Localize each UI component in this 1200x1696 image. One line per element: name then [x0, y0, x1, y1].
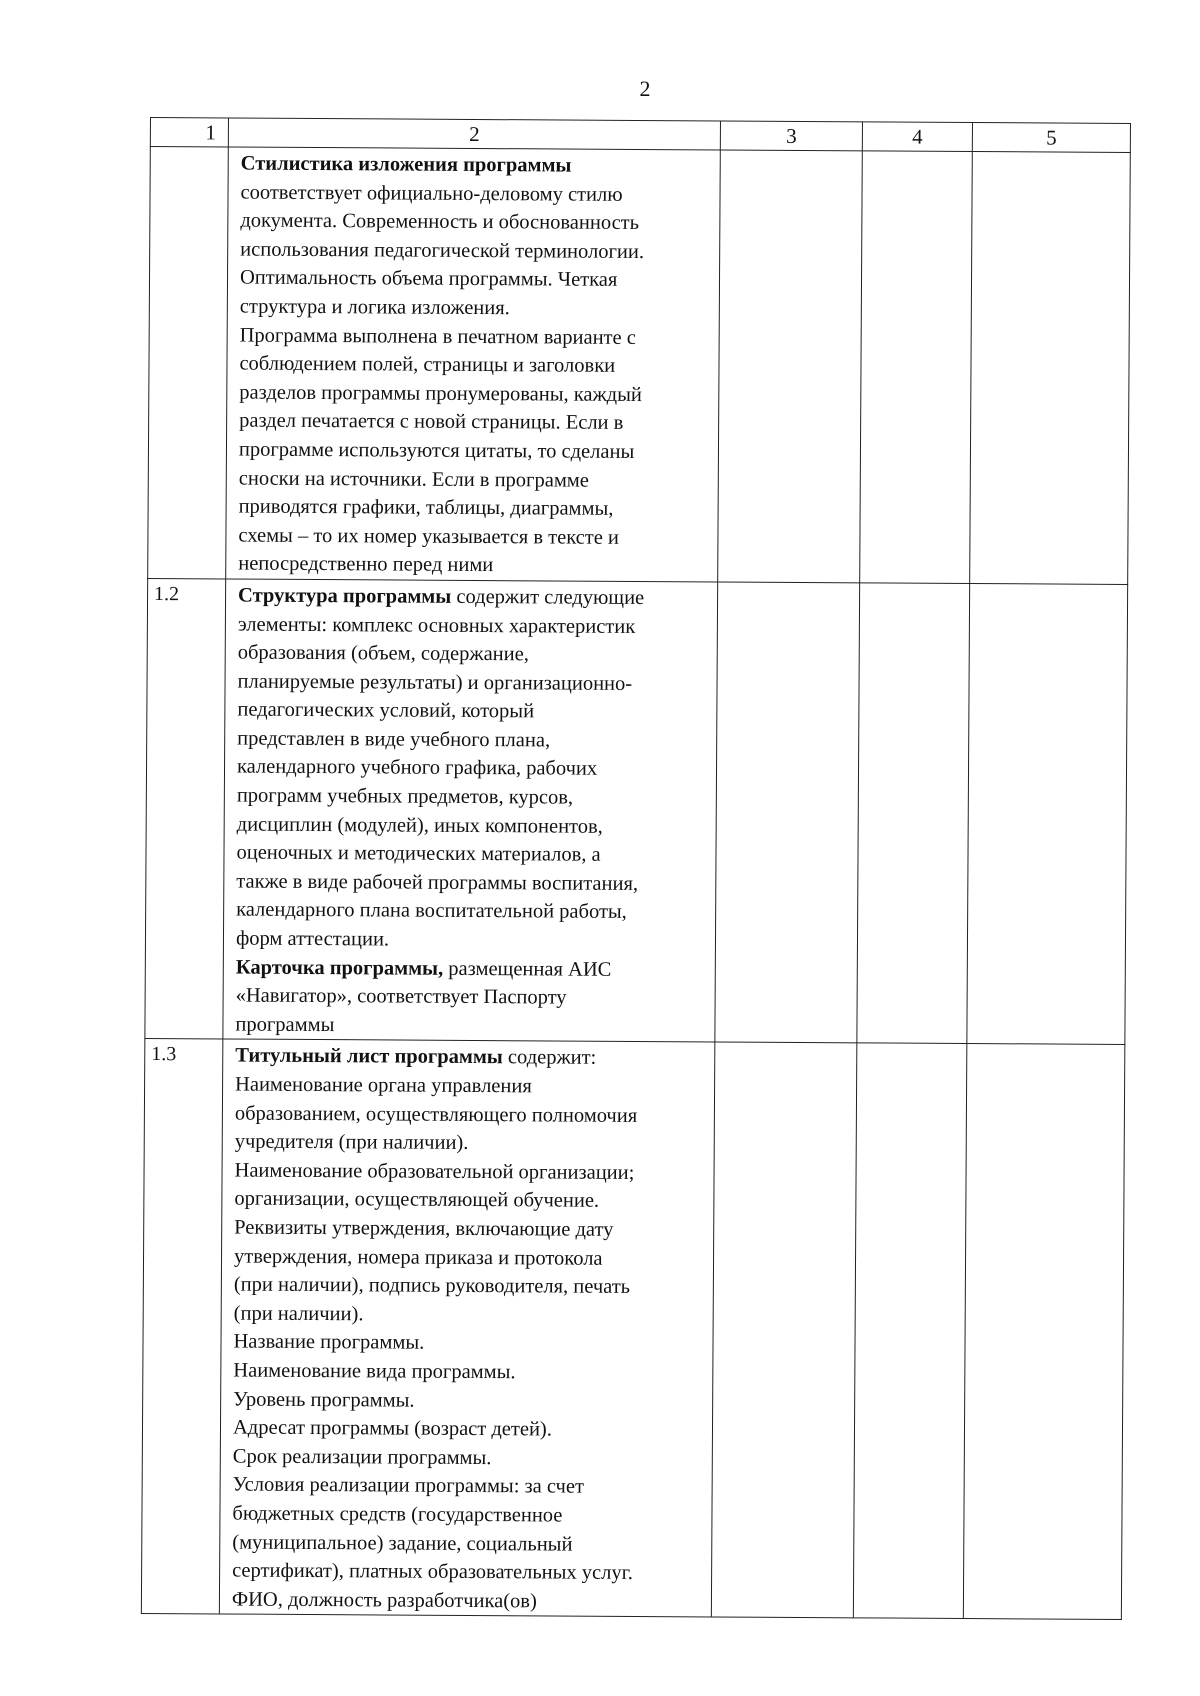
text-line — [238, 521, 711, 552]
text-line — [237, 724, 710, 755]
text-line — [237, 753, 710, 784]
bold-term: Титульный лист программы — [235, 1044, 503, 1069]
text-line — [236, 896, 709, 927]
row-number: 1.3 — [141, 1039, 223, 1614]
text-line — [238, 639, 711, 670]
text-segment: календарного плана воспитательной работы, — [236, 898, 627, 924]
text-line — [236, 982, 709, 1013]
text-line — [237, 696, 710, 727]
score-col-4 — [853, 1043, 967, 1619]
text-segment: непосредственно перед ними — [238, 552, 494, 577]
text-line — [236, 867, 709, 898]
text-segment: Оптимальность объема программы. Четкая — [239, 266, 618, 292]
text-segment: «Навигатор», соответствует Паспорту — [235, 984, 567, 1009]
score-col-3 — [711, 1042, 857, 1618]
text-segment: форм аттестации. — [235, 927, 390, 951]
text-line — [236, 925, 709, 956]
text-segment: соблюдением полей, страницы и заголовки — [239, 352, 616, 378]
text-segment: планируемые результаты) и организационно- — [237, 670, 633, 695]
text-segment: представлен в виде учебного плана, — [237, 727, 551, 752]
text-line — [240, 235, 713, 266]
text-line — [234, 1299, 707, 1330]
text-segment: утверждения, номера приказа и протокола — [233, 1245, 603, 1270]
score-col-3 — [715, 582, 860, 1043]
text-line — [233, 1414, 706, 1445]
text-segment: (при наличии), подпись руководителя, печать — [233, 1273, 631, 1299]
text-segment: бюджетных средств (государственное — [232, 1502, 563, 1527]
text-line — [232, 1557, 705, 1588]
header-col-4: 4 — [862, 122, 972, 152]
text-line — [238, 581, 711, 612]
text-segment: программе используются цитаты, то сделаны — [238, 438, 635, 463]
text-segment: документа. Современность и обоснованность — [240, 209, 640, 235]
text-segment: разделов программы пронумерованы, каждый — [239, 381, 642, 406]
score-col-4 — [857, 583, 970, 1044]
text-segment: учредителя (при наличии). — [234, 1130, 469, 1155]
text-segment: образованием, осуществляющего полномочия — [234, 1102, 638, 1127]
criteria-table — [141, 117, 1131, 1620]
text-segment: раздел печатается с новой страницы. Если в — [239, 409, 624, 435]
header-col-2: 2 — [228, 118, 720, 150]
text-segment: образования (объем, содержание, — [237, 641, 529, 666]
score-col-4 — [860, 151, 973, 584]
text-segment: программы — [235, 1013, 335, 1036]
text-line — [233, 1442, 706, 1473]
text-segment: (при наличии). — [233, 1302, 364, 1326]
text-line — [238, 610, 711, 641]
table-body — [141, 147, 1130, 1620]
text-segment: педагогических условий, который — [237, 698, 535, 723]
text-line — [237, 782, 710, 813]
text-line — [238, 550, 711, 581]
score-col-5 — [970, 152, 1131, 585]
text-segment: приводятся графики, таблицы, диаграммы, — [238, 495, 614, 520]
text-segment: Адресат программы (возраст детей). — [232, 1416, 552, 1441]
text-line — [235, 1128, 708, 1159]
text-line — [234, 1214, 707, 1245]
text-segment: Наименование органа управления — [235, 1073, 532, 1098]
text-line — [237, 810, 710, 841]
text-segment: (муниципальное) задание, социальный — [232, 1531, 573, 1556]
text-segment: ФИО, должность разработчика(ов) — [231, 1588, 537, 1613]
text-line — [236, 953, 709, 984]
text-segment: Уровень программы. — [233, 1388, 415, 1412]
text-line — [239, 350, 712, 381]
text-segment: также в виде рабочей программы воспитания, — [236, 870, 639, 895]
text-segment: Наименование вида программы. — [233, 1359, 516, 1384]
text-segment: сноски на источники. Если в программе — [238, 467, 589, 492]
text-line — [233, 1385, 706, 1416]
header-col-5: 5 — [972, 123, 1130, 153]
score-col-5 — [967, 583, 1128, 1044]
text-line — [232, 1585, 705, 1616]
text-line — [235, 1099, 708, 1130]
text-segment: сертификат), платных образовательных услуг. — [232, 1559, 633, 1585]
text-segment: содержит следующие — [451, 585, 645, 609]
text-segment: дисциплин (модулей), иных компонентов, — [236, 813, 603, 838]
bold-term: Карточка программы, — [235, 956, 444, 980]
text-line — [239, 435, 712, 466]
page-number: 2 — [639, 76, 651, 101]
text-segment: оценочных и методических материалов, а — [236, 841, 601, 867]
criterion-text — [226, 147, 721, 582]
text-segment: размещенная АИС — [443, 957, 612, 981]
text-line — [240, 264, 713, 295]
text-line — [232, 1499, 705, 1530]
criterion-text — [223, 579, 718, 1042]
text-line — [237, 667, 710, 698]
text-segment: схемы – то их номер указывается в тексте и — [238, 524, 620, 549]
text-segment: организации, осуществляющей обучение. — [234, 1187, 600, 1213]
text-line — [240, 293, 713, 324]
text-line — [235, 1071, 708, 1102]
text-line — [239, 378, 712, 409]
text-line — [234, 1156, 707, 1187]
text-segment: соответствует официально-деловому стилю — [240, 181, 623, 206]
table-row — [148, 147, 1131, 585]
text-line — [236, 839, 709, 870]
text-segment: использования педагогической терминологии. — [240, 238, 645, 263]
text-line — [234, 1242, 707, 1273]
text-segment: Название программы. — [233, 1330, 425, 1355]
text-line — [233, 1328, 706, 1359]
text-line — [234, 1185, 707, 1216]
row-number: 1.2 — [145, 578, 226, 1039]
text-segment: Условия реализации программы: за счет — [232, 1473, 585, 1498]
bold-term: Структура программы — [238, 584, 452, 608]
score-col-5 — [963, 1044, 1125, 1620]
text-segment: программ учебных предметов, курсов, — [236, 784, 574, 809]
text-line — [233, 1471, 706, 1502]
text-line — [239, 407, 712, 438]
text-segment: содержит: — [502, 1046, 597, 1070]
criterion-text — [219, 1039, 715, 1617]
score-col-3 — [718, 150, 863, 583]
text-line — [239, 493, 712, 524]
text-line — [241, 150, 714, 181]
table-row — [141, 1039, 1124, 1620]
text-line — [240, 207, 713, 238]
text-line — [240, 178, 713, 209]
text-line — [240, 321, 713, 352]
header-col-1: 1 — [150, 118, 228, 147]
text-line — [235, 1042, 708, 1073]
table-row — [145, 578, 1128, 1044]
header-col-3: 3 — [720, 121, 862, 151]
text-line — [234, 1271, 707, 1302]
text-segment: Наименование образовательной организации; — [234, 1159, 635, 1184]
text-line — [235, 1010, 708, 1041]
text-segment: Программа выполнена в печатном варианте с — [239, 324, 636, 349]
text-segment: структура и логика изложения. — [239, 295, 510, 320]
bold-term: Стилистика изложения программы — [240, 152, 572, 177]
text-line — [232, 1528, 705, 1559]
text-segment: элементы: комплекс основных характеристик — [237, 613, 636, 638]
text-line — [239, 464, 712, 495]
text-line — [233, 1356, 706, 1387]
text-segment: Срок реализации программы. — [232, 1445, 492, 1469]
text-segment: Реквизиты утверждения, включающие дату — [234, 1216, 614, 1241]
text-segment: календарного учебного графика, рабочих — [236, 756, 598, 781]
row-number — [148, 147, 229, 579]
